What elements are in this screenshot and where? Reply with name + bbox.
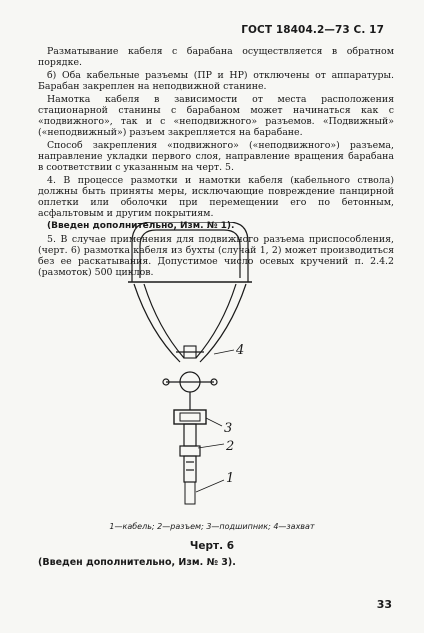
figure-caption: 1—кабель; 2—разъем; 3—подшипник; 4—захват <box>109 522 315 531</box>
document-header: ГОСТ 18404.2—73 С. 17 <box>241 24 384 36</box>
figure-label-4: 4 <box>236 343 245 358</box>
bearing <box>174 410 206 424</box>
figure-drawing <box>110 222 310 522</box>
drum-cap-inner <box>140 230 240 278</box>
figure-label-2: 2 <box>226 439 235 454</box>
figure-title: Черт. 6 <box>189 540 235 552</box>
bell-left <box>134 284 180 362</box>
amendment-note: (Введен дополнительно, Изм. № 3). <box>38 557 236 568</box>
figure-label-1: 1 <box>226 471 235 486</box>
paragraph: 4. В процессе размотки и намотки кабеля (кабельного ствола) должны быть приняты меры, исключающие повреждение панцирной оплетки или оболочки при перемещении его по бетонным, асфальтовым и другим покрытиям. <box>38 175 394 219</box>
paragraph: 5. В случае применения для подвижного разъема приспособления, (черт. 6) размотка кабеля из бухты (случай 1, 2) может производиться без ее раскатывания. Допустимое число осевых кручений п. 2.4.2 (размоток) 500 циклов. <box>38 234 394 278</box>
figure-label-3: 3 <box>224 421 233 436</box>
paragraph: б) Оба кабельные разъемы (ПР и НР) отключены от аппаратуры. Барабан закреплен на неподвижной станине. <box>38 70 394 92</box>
paragraph: Намотка кабеля в зависимости от места расположения стационарной станины с барабаном может начинаться как с «подвижного», так и с «неподвижного» разъемов. «Подвижный» («неподвижный») разъем закрепляется на барабане. <box>38 94 394 138</box>
page-number: 33 <box>376 598 392 611</box>
paragraph: Разматывание кабеля с барабана осуществляется в обратном порядке. <box>38 46 394 68</box>
paragraph: (Введен дополнительно, Изм. № 1). <box>47 221 235 231</box>
paragraph: Способ закрепления «подвижного» («неподвижного») разъема, направление укладки первого слоя, направление вращения барабана в соответствии с указанным на черт. 5. <box>38 140 394 173</box>
